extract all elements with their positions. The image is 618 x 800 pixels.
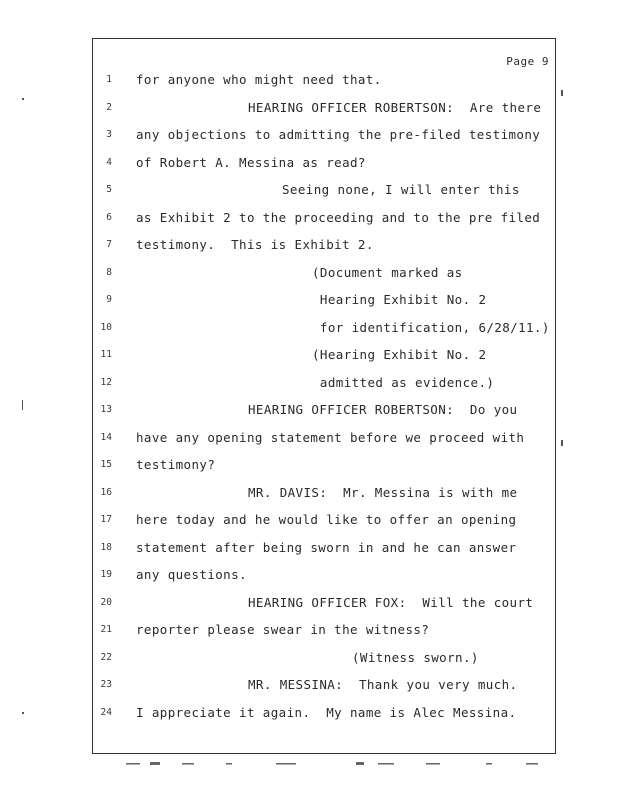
page-number-label: Page 9 xyxy=(506,55,549,68)
transcript-line xyxy=(0,650,618,670)
line-number: 21 xyxy=(100,624,112,635)
transcript-line xyxy=(0,100,618,120)
line-text: (Hearing Exhibit No. 2 xyxy=(312,347,487,362)
line-text: (Witness sworn.) xyxy=(352,649,479,665)
transcript-line xyxy=(0,292,618,312)
transcript-line xyxy=(0,457,618,477)
line-number: 1 xyxy=(106,74,112,85)
transcript-line xyxy=(0,72,618,92)
line-number: 10 xyxy=(100,321,112,333)
line-text: reporter please swear in the witness? xyxy=(136,622,430,637)
transcript-line xyxy=(0,347,618,367)
line-text: as Exhibit 2 to the proceeding and to the pre filed xyxy=(136,209,541,225)
transcript-line xyxy=(0,512,618,532)
transcript-line xyxy=(0,595,618,615)
line-number: 11 xyxy=(100,349,112,360)
line-text: HEARING OFFICER ROBERTSON: Do you xyxy=(248,402,518,417)
line-text: have any opening statement before we proceed with xyxy=(136,429,525,445)
line-number: 23 xyxy=(100,679,112,690)
transcript-line xyxy=(0,677,618,697)
scan-noise-bottom xyxy=(126,752,556,758)
scan-mark xyxy=(22,98,24,100)
line-number: 20 xyxy=(100,596,112,608)
line-number: 22 xyxy=(100,651,112,663)
line-number: 6 xyxy=(106,211,112,223)
line-text: for anyone who might need that. xyxy=(136,72,382,87)
line-text: for identification, 6/28/11.) xyxy=(312,319,550,335)
line-number: 8 xyxy=(106,266,112,278)
scan-mark xyxy=(561,90,563,96)
line-number: 19 xyxy=(100,569,112,580)
transcript-line xyxy=(0,127,618,147)
line-text: testimony. This is Exhibit 2. xyxy=(136,237,374,252)
line-text: HEARING OFFICER FOX: Will the court xyxy=(248,594,534,610)
line-number: 7 xyxy=(106,239,112,250)
line-number: 15 xyxy=(100,459,112,470)
transcript-line xyxy=(0,375,618,395)
line-number: 18 xyxy=(100,541,112,553)
transcript-line xyxy=(0,320,618,340)
scan-mark xyxy=(561,440,563,446)
line-text: any objections to admitting the pre-filed testimony xyxy=(136,127,541,142)
line-number: 9 xyxy=(106,294,112,305)
line-text: here today and he would like to offer an opening xyxy=(136,512,517,527)
transcript-line xyxy=(0,210,618,230)
line-number: 3 xyxy=(106,129,112,140)
line-number: 14 xyxy=(100,431,112,443)
line-text: testimony? xyxy=(136,457,216,472)
line-number: 13 xyxy=(100,404,112,415)
line-text: any questions. xyxy=(136,567,247,582)
line-number: 12 xyxy=(100,376,112,388)
line-text: Seeing none, I will enter this xyxy=(282,182,520,197)
line-text: of Robert A. Messina as read? xyxy=(136,154,366,170)
transcript-line xyxy=(0,182,618,202)
line-text: Hearing Exhibit No. 2 xyxy=(312,292,487,307)
transcript-line xyxy=(0,402,618,422)
line-text: admitted as evidence.) xyxy=(312,374,495,390)
line-text: (Document marked as xyxy=(312,264,463,280)
line-text: HEARING OFFICER ROBERTSON: Are there xyxy=(248,99,542,115)
line-text: statement after being sworn in and he can answer xyxy=(136,539,517,555)
line-number: 17 xyxy=(100,514,112,525)
transcript-line xyxy=(0,567,618,587)
transcript-line xyxy=(0,622,618,642)
line-number: 2 xyxy=(106,101,112,113)
line-text: MR. MESSINA: Thank you very much. xyxy=(248,677,518,692)
transcript-line xyxy=(0,237,618,257)
scan-mark xyxy=(22,712,24,714)
line-number: 5 xyxy=(106,184,112,195)
line-text: I appreciate it again. My name is Alec Messina. xyxy=(136,704,517,720)
transcript-line xyxy=(0,705,618,725)
line-number: 24 xyxy=(100,706,112,718)
scan-mark xyxy=(22,400,23,410)
transcript-line xyxy=(0,155,618,175)
line-number: 4 xyxy=(106,156,112,168)
transcript-line xyxy=(0,265,618,285)
transcript-line xyxy=(0,485,618,505)
transcript-line xyxy=(0,430,618,450)
line-number: 16 xyxy=(100,486,112,498)
line-text: MR. DAVIS: Mr. Messina is with me xyxy=(248,484,518,500)
transcript-line xyxy=(0,540,618,560)
